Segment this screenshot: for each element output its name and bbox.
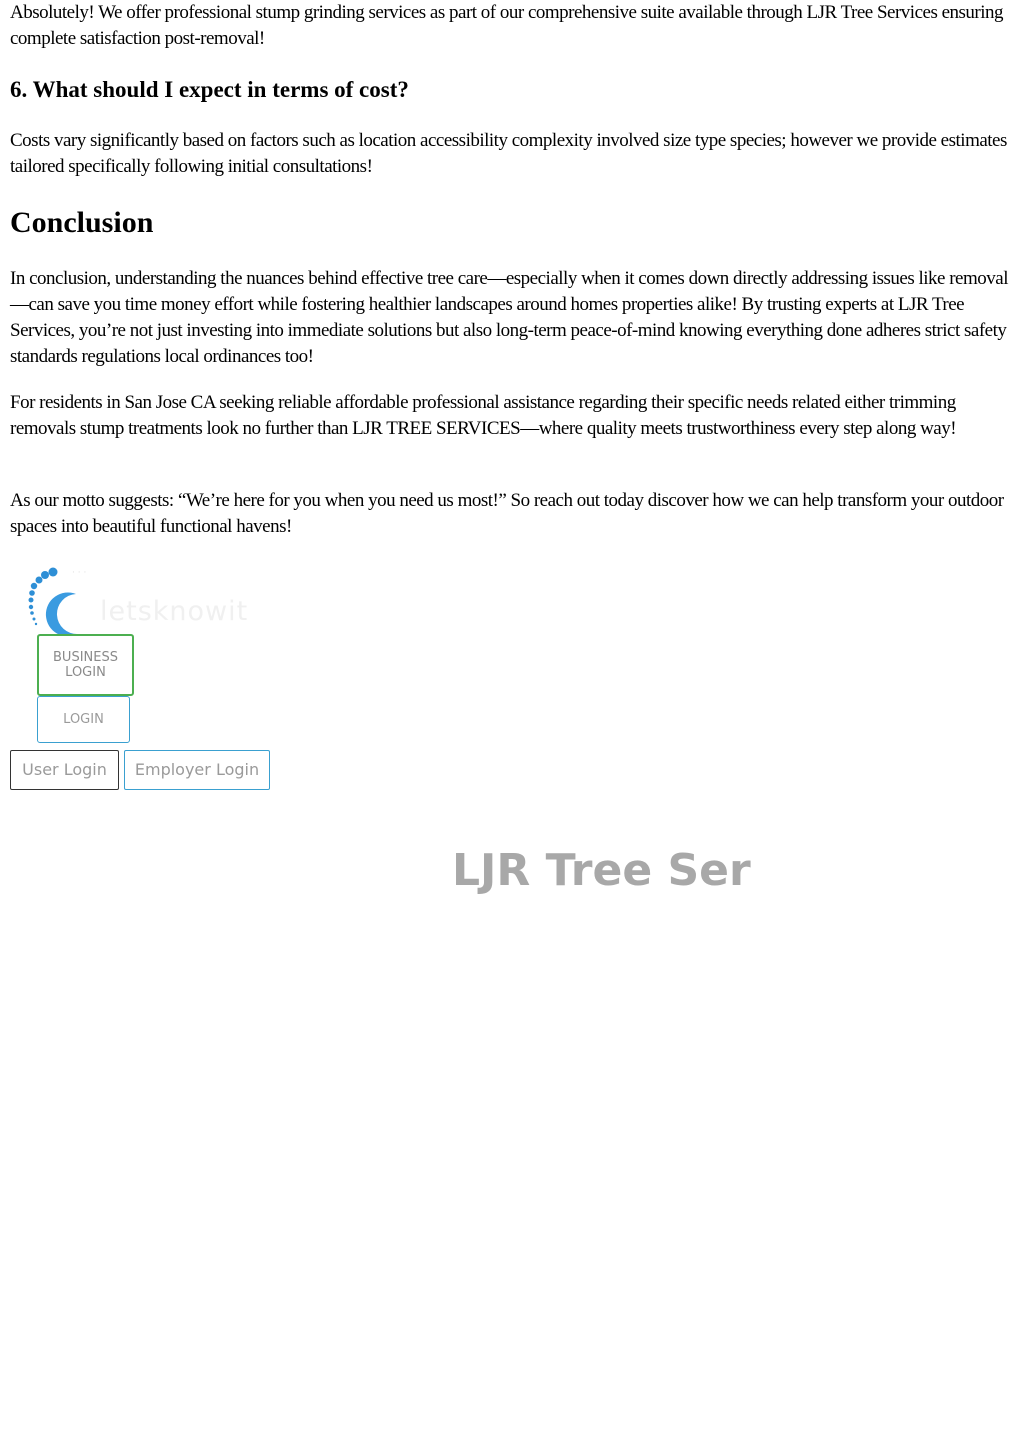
stump-grinding-answer: Absolutely! We offer professional stump grinding services as part of our comprehensive suite available through LJR Tree Services ensuring complete satisfaction post-removal! [10,2,1004,49]
cost-answer: Costs vary significantly based on factors such as location accessibility complexity involved size type species; however we provide estimates tailored specifically following initial consultations! [10,130,1007,177]
logo-mark-icon [28,566,108,636]
login-button[interactable]: LOGIN [37,696,130,743]
conclusion-paragraph-2: For residents in San Jose CA seeking reliable affordable professional assistance regarding their specific needs related either trimming removals stump treatments look no further than LJR TREE SERVICES—where quality meets trustworthiness every step along way! [10,392,957,439]
letsknowit-logo[interactable] [28,566,268,636]
footer-brand-title: LJR Tree Ser [452,845,751,896]
logo-wordmark: letsknowit [100,596,249,627]
conclusion-paragraph-3: As our motto suggests: “We’re here for you when you need us most!” So reach out today discover how we can help transform your outdoor spaces into beautiful functional havens! [10,490,1004,537]
business-login-button[interactable]: BUSINESS LOGIN [37,634,134,696]
user-login-button[interactable]: User Login [10,750,119,790]
conclusion-heading: Conclusion [10,206,154,239]
faq-question-cost: 6. What should I expect in terms of cost? [10,77,409,102]
logo-tagline: · · · [72,568,87,578]
employer-login-button[interactable]: Employer Login [124,750,270,790]
conclusion-paragraph-1: In conclusion, understanding the nuances behind effective tree care—especially when it comes down directly addressing issues like removal—can save you time money effort while fostering healthier landscapes around homes properties alike! By trusting experts at LJR Tree Services, you’re not just investing into immediate solutions but also long-term peace-of-mind knowing everything done adheres strict safety standards regulations local ordinances too! [10,268,1008,367]
